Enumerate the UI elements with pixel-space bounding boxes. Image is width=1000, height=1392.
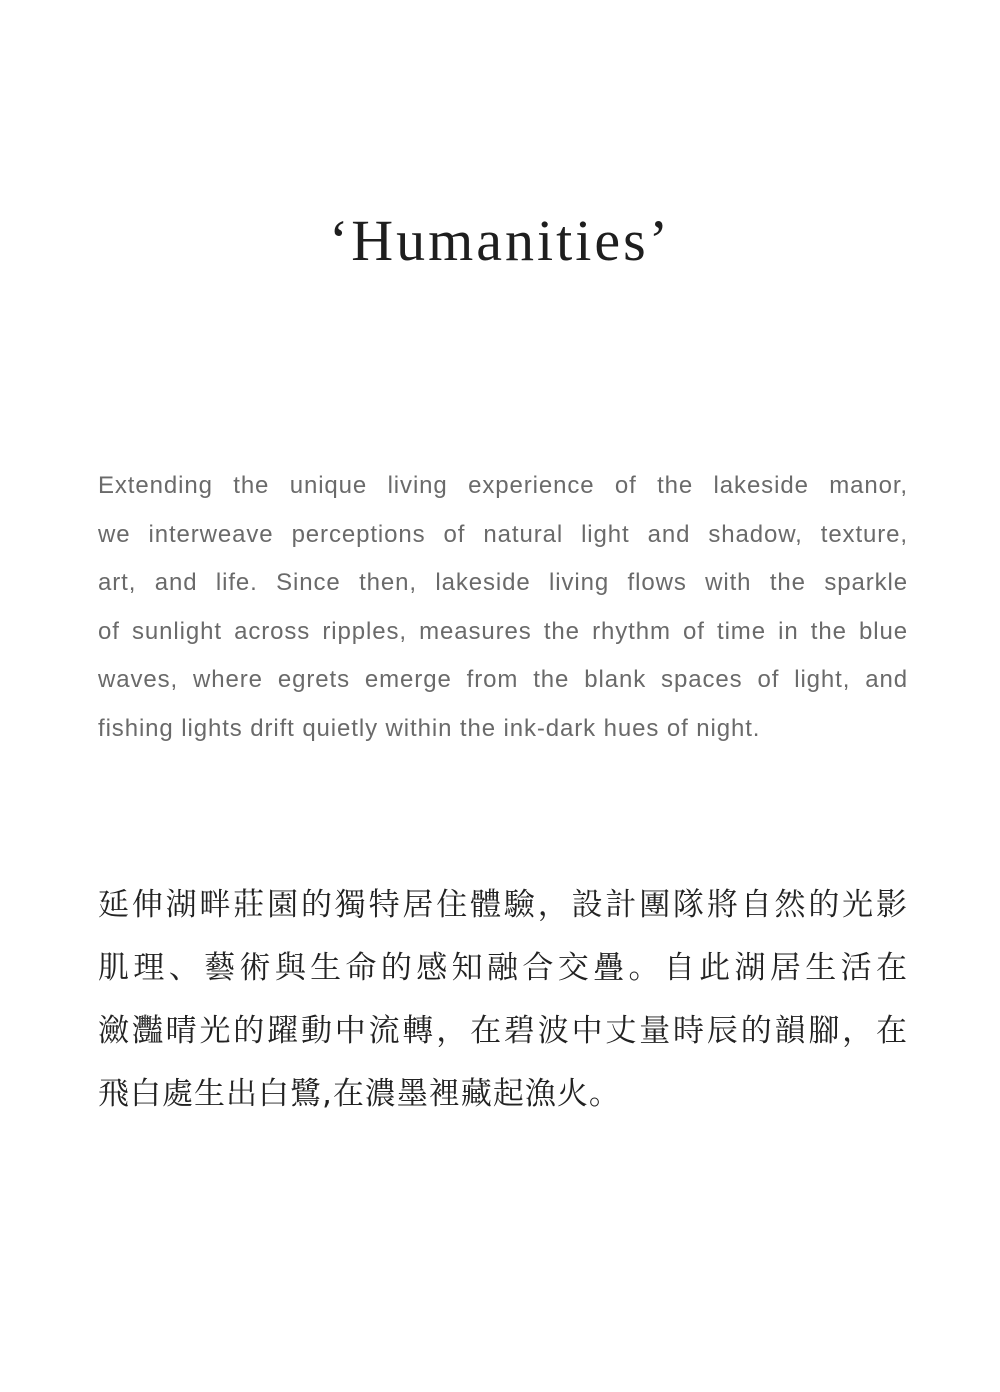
- english-line: waves, where egrets emerge from the blank spaces of light, and: [98, 666, 908, 693]
- chinese-line: 延伸湖畔莊園的獨特居住體驗，設計團隊將自然的光影: [98, 887, 908, 923]
- chinese-line: 肌理、藝術與生命的感知融合交疊。自此湖居生活在: [98, 950, 908, 986]
- english-line: fishing lights drift quietly within the ink-dark hues of night.: [98, 714, 761, 742]
- page-title: ‘Humanities’: [328, 208, 672, 273]
- english-line: of sunlight across ripples, measures the rhythm of time in the blue: [98, 617, 908, 645]
- chinese-line: 瀲灩晴光的躍動中流轉，在碧波中丈量時辰的韻腳，在: [98, 1013, 908, 1049]
- english-line: Extending the unique living experience of the lakeside manor,: [98, 472, 908, 499]
- english-line: we interweave perceptions of natural light and shadow, texture,: [98, 520, 908, 548]
- chinese-line: 飛白處生出白鷺,在濃墨裡藏起漁火。: [98, 1076, 621, 1112]
- chinese-paragraph: [98, 874, 908, 1126]
- english-line: art, and life. Since then, lakeside living flows with the sparkle: [98, 569, 908, 596]
- english-paragraph: [98, 462, 908, 753]
